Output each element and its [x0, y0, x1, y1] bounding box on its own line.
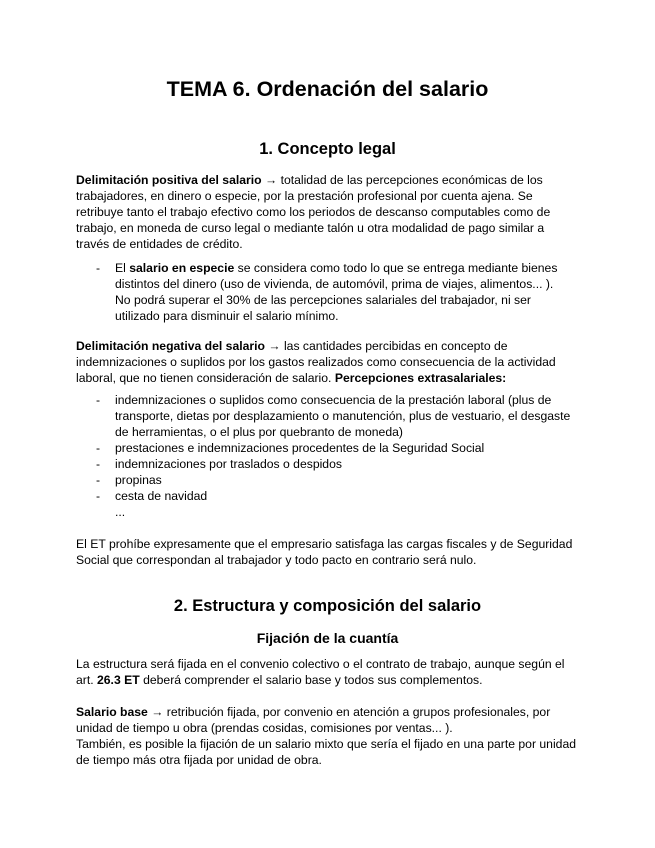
section-heading-concepto-legal: 1. Concepto legal — [259, 140, 396, 158]
term-articulo-26-3: 26.3 ET — [97, 673, 140, 687]
estructura-pre: La estructura será fijada en el convenio colectivo o el contrato de trabajo, aunque según el art. — [76, 657, 565, 687]
paragraph-delimitacion-positiva — [76, 172, 579, 252]
dash-bullet: - — [96, 441, 101, 455]
term-salario-especie: salario en especie — [129, 261, 235, 275]
paragraph-salario-mixto: También, es posible la fijación de un salario mixto que sería el fijado en una parte por unidad de tiempo más otra fijada por unidad de obra. — [76, 737, 576, 767]
arrow-glyph: → — [264, 173, 278, 187]
paragraph-estructura — [76, 656, 579, 688]
term-delimitacion-negativa: Delimitación negativa del salario — [76, 339, 265, 353]
definition-text: retribución fijada, por convenio en atención a grupos profesionales, por unidad de tiempo u obra (prendas cosidas, comisiones por ventas... ). — [76, 705, 551, 735]
list-item-text: indemnizaciones por traslados o despidos — [115, 457, 342, 471]
especie-pre: El — [115, 261, 126, 275]
arrow-glyph: → — [151, 705, 164, 719]
especie-text: se considera como todo lo que se entrega mediante bienes distintos del dinero (uso de vivienda, de automóvil, prima de viajes, alimentos... ). — [115, 261, 558, 291]
page-title: TEMA 6. Ordenación del salario — [166, 77, 489, 101]
list-item — [76, 456, 579, 472]
term-percepciones-extrasalariales: Percepciones extrasalariales: — [334, 371, 507, 385]
definition-text: las cantidades percibidas en concepto de indemnizaciones o suplidos por los gastos realizados como consecuencia de la actividad laboral, que no tienen consideración de salario. — [76, 339, 556, 385]
dash-bullet: - — [96, 489, 101, 503]
arrow-glyph: → — [268, 339, 281, 353]
paragraph-delimitacion-negativa — [76, 338, 579, 386]
list-ellipsis: ... — [115, 505, 126, 519]
list-item — [76, 440, 579, 456]
dash-bullet: - — [96, 393, 101, 407]
term-salario-base: Salario base — [76, 705, 148, 719]
dash-bullet: - — [96, 457, 101, 471]
list-item-text: prestaciones e indemnizaciones procedentes de la Seguridad Social — [115, 441, 485, 455]
list-salario-especie — [76, 260, 579, 324]
dash-bullet: - — [96, 261, 101, 275]
especie-limit-text: No podrá superar el 30% de las percepciones salariales del trabajador, ni ser utilizado para disminuir el salario mínimo. — [115, 293, 531, 323]
paragraph-et-prohibicion: El ET prohíbe expresamente que el empresario satisfaga las cargas fiscales y de Seguridad Social que correspondan al trabajador y todo pacto en contrario será nulo. — [76, 537, 573, 567]
list-item — [76, 488, 579, 504]
list-item-text: cesta de navidad — [115, 489, 208, 503]
list-item — [76, 472, 579, 488]
list-item-text: indemnizaciones o suplidos como consecuencia de la prestación laboral (plus de transporte, dietas por desplazamiento o manutención, plus de vestuario, el desgaste de herramientas, o el plus por quebranto de moneda) — [115, 393, 571, 439]
term-delimitacion-positiva: Delimitación positiva del salario — [76, 173, 262, 187]
list-item — [76, 392, 579, 440]
list-item-text: propinas — [115, 473, 162, 487]
definition-text: totalidad de las percepciones económicas de los trabajadores, en dinero o especie, por la prestación profesional por cuenta ajena. Se retribuye tanto el trabajo efectivo como los periodos de descanso computables como de trabajo, en moneda de curso legal o mediante talón u otra modalidad de pago similar a través de entidades de crédito. — [76, 173, 551, 251]
subheading-fijacion-cuantia: Fijación de la cuantía — [256, 630, 399, 646]
estructura-post: deberá comprender el salario base y todos sus complementos. — [143, 673, 483, 687]
dash-bullet: - — [96, 473, 101, 487]
list-percepciones-extrasalariales — [76, 392, 579, 504]
section-heading-estructura: 2. Estructura y composición del salario — [173, 597, 482, 615]
paragraph-salario-base — [76, 704, 579, 736]
list-item — [76, 260, 579, 324]
